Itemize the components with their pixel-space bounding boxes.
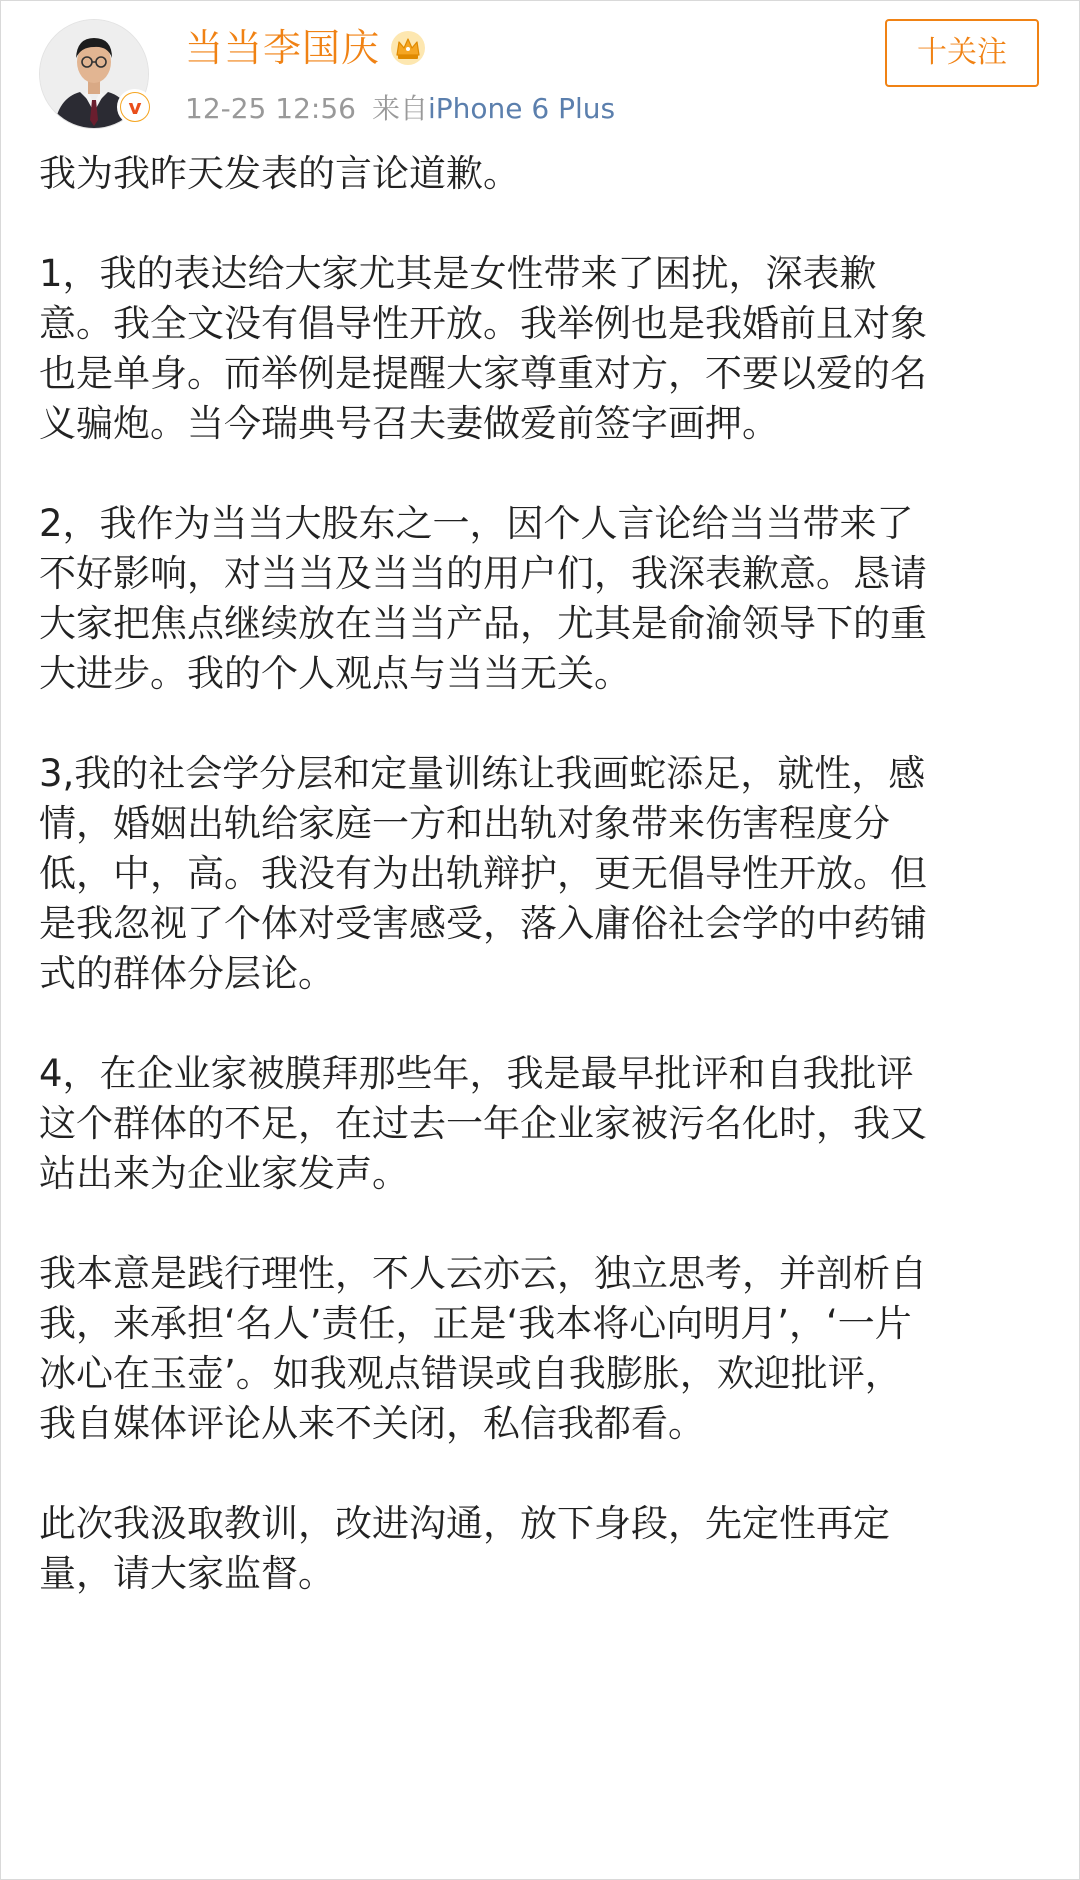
post-paragraph: 我本意是践行理性，不人云亦云，独立思考，并剖析自 我，来承担‘名人’责任，正是‘我本将心向明月’，‘一片 冰心在玉壶’。如我观点错误或自我膨胀，欢迎批评， 我自媒体评论从来不关闭，私信我都看。: [39, 1252, 927, 1445]
source-device-link[interactable]: iPhone 6 Plus: [427, 92, 616, 125]
verified-badge-letter: v: [121, 93, 149, 121]
post-paragraph: 3,我的社会学分层和定量训练让我画蛇添足，就性，感 情，婚姻出轨给家庭一方和出轨对象带来伤害程度分 低，中，高。我没有为出轨辩护，更无倡导性开放。但 是我忽视了个体对受害感受，落入庸俗社会学的中药铺 式的群体分层论。: [39, 752, 927, 995]
post-meta: [185, 89, 615, 129]
crown-icon[interactable]: [390, 30, 426, 66]
post-time: 12-25 12:56: [185, 92, 356, 125]
username[interactable]: 当当李国庆: [185, 26, 381, 70]
post-paragraph: 此次我汲取教训，改进沟通，放下身段，先定性再定 量，请大家监督。: [39, 1502, 890, 1595]
source-prefix: 来自: [371, 92, 428, 125]
post-paragraph: 2，我作为当当大股东之一，因个人言论给当当带来了 不好影响，对当当及当当的用户们，我深表歉意。恳请 大家把焦点继续放在当当产品，尤其是俞渝领导下的重 大进步。我的个人观点与当当无关。: [39, 502, 927, 695]
follow-button[interactable]: 十关注: [885, 19, 1039, 87]
post-paragraph: 1，我的表达给大家尤其是女性带来了困扰，深表歉 意。我全文没有倡导性开放。我举例也是我婚前且对象 也是单身。而举例是提醒大家尊重对方，不要以爱的名 义骗炮。当今瑞典号召夫妻做爱前签字画押。: [39, 252, 927, 445]
verified-badge-icon: [117, 89, 153, 125]
post-paragraph: 我为我昨天发表的言论道歉。: [39, 152, 520, 195]
post-header: [39, 19, 1043, 129]
post-paragraph: 4，在企业家被膜拜那些年，我是最早批评和自我批评 这个群体的不足，在过去一年企业家被污名化时，我又 站出来为企业家发声。: [39, 1052, 927, 1195]
post-body: [39, 149, 1049, 1599]
username-row: [185, 25, 426, 71]
